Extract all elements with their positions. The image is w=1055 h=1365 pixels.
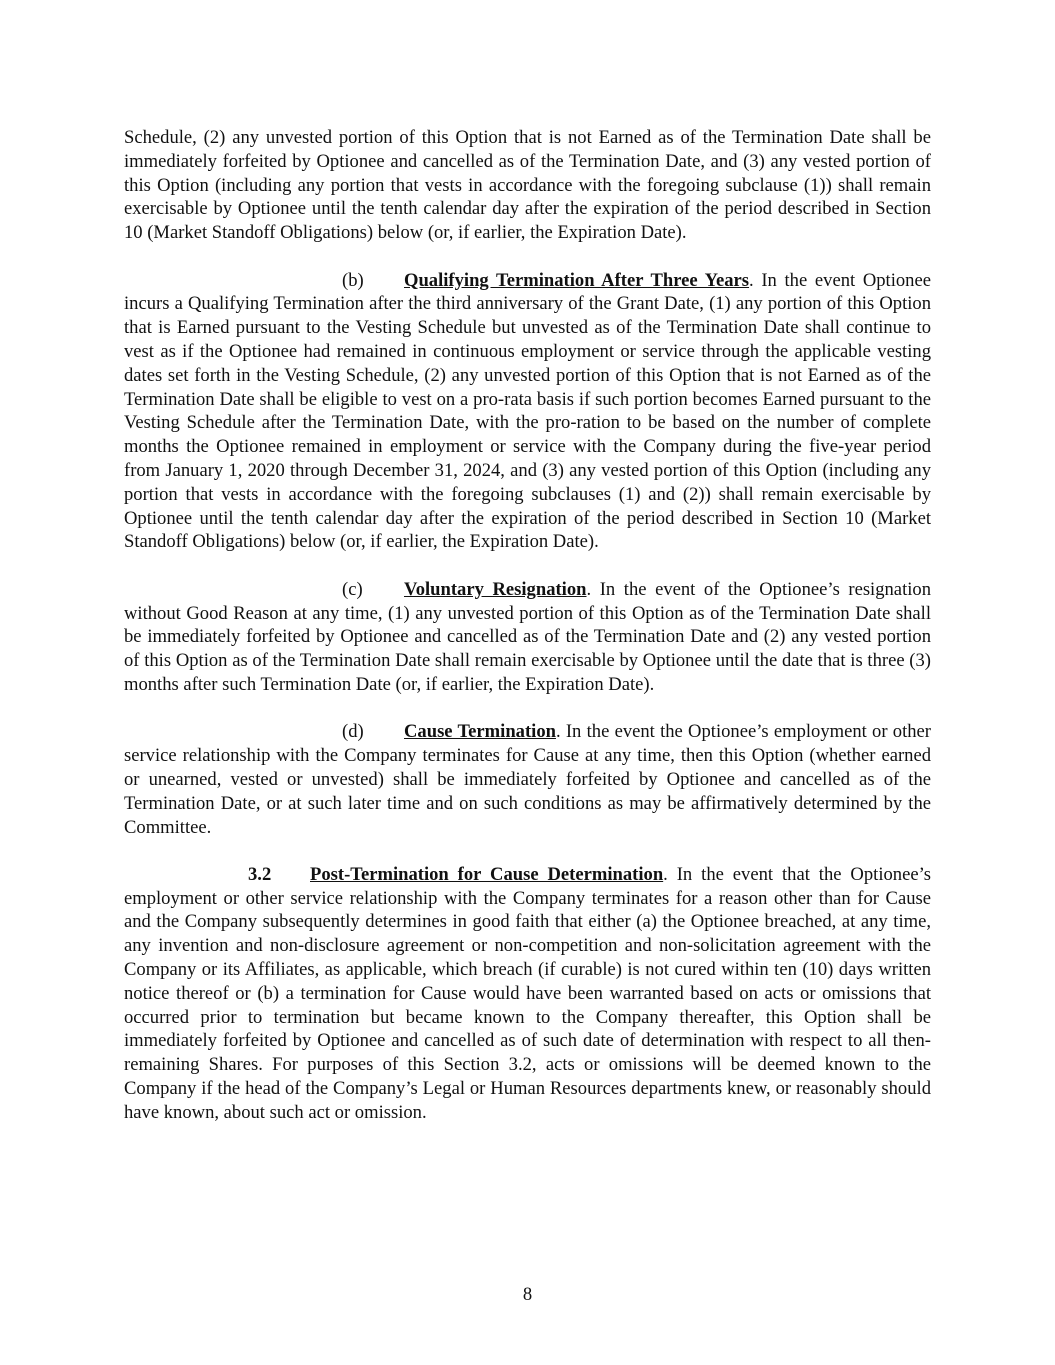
section-heading: Post-Termination for Cause Determination — [310, 863, 664, 885]
paragraph-text: . In the event the Optionee’s employment or other service relationship with the Company terminates for Cause at any time, then this Option (whether earned or unearned, vested or unvested) shall be immediately forfeited by Optionee and cancelled as of the Termination Date, or at such later time and on such conditions as may be affirmatively determined by the Committee. — [124, 721, 931, 838]
subsection-heading: Cause Termination — [404, 721, 556, 743]
document-body — [124, 126, 931, 1148]
paragraph-b — [124, 269, 931, 555]
section-3-2 — [124, 863, 931, 1125]
subsection-number: (b) — [342, 269, 364, 291]
paragraph-d — [124, 720, 931, 839]
paragraph-text: . In the event Optionee incurs a Qualifying Termination after the third anniversary of the Grant Date, (1) any portion of this Option that is Earned pursuant to the Vesting Schedule but unvested as of the Termination Date shall continue to vest as if the Optionee had remained in continuous employment or service through the applicable vesting dates set forth in the Vesting Schedule, (2) any unvested portion of this Option that is not Earned as of the Termination Date shall be eligible to vest on a pro-rata basis if such portion becomes Earned pursuant to the Vesting Schedule after the Termination Date, with the pro-ration to be based on the number of complete months the Optionee remained in employment or service with the Company during the five-year period from January 1, 2020 through December 31, 2024, and (3) any vested portion of this Option (including any portion that vests in accordance with the foregoing subclauses (1) and (2)) shall remain exercisable by Optionee until the tenth calendar day after the expiration of the period described in Section 10 (Market Standoff Obligations) below (or, if earlier, the Expiration Date). — [124, 269, 931, 553]
subsection-number: (c) — [342, 578, 363, 600]
paragraph-text: Schedule, (2) any unvested portion of this Option that is not Earned as of the Termination Date shall be immediately forfeited by Optionee and cancelled as of the Termination Date, and (3) any vested portion of this Option (including any portion that vests in accordance with the foregoing subclause (1)) shall remain exercisable by Optionee until the tenth calendar day after the expiration of the period described in Section 10 (Market Standoff Obligations) below (or, if earlier, the Expiration Date). — [124, 127, 931, 244]
subsection-number: (d) — [342, 721, 364, 743]
paragraph-text: . In the event of the Optionee’s resignation without Good Reason at any time, (1) any unvested portion of this Option as of the Termination Date shall be immediately forfeited by Optionee and cancelled as of the Termination Date and (2) any vested portion of this Option as of the Termination Date shall remain exercisable by Optionee until the date that is three (3) months after such Termination Date (or, if earlier, the Expiration Date). — [124, 578, 931, 695]
subsection-heading: Qualifying Termination After Three Years — [404, 269, 750, 291]
page-number: 8 — [522, 1284, 533, 1305]
paragraph-continued — [124, 126, 931, 245]
subsection-heading: Voluntary Resignation — [404, 578, 587, 600]
paragraph-text: . In the event that the Optionee’s employment or other service relationship with the Company terminates for a reason other than for Cause and the Company subsequently determines in good faith that either (a) the Optionee breached, at any time, any invention and non-disclosure agreement or non-competition and non-solicitation agreement with the Company or its Affiliates, as applicable, which breach (if curable) is not cured within ten (10) days written notice thereof or (b) a termination for Cause would have been warranted based on acts or omissions that occurred prior to termination but became known to the Company thereafter, this Option shall be immediately forfeited by Optionee and cancelled as of such date of determination with respect to all then-remaining Shares. For purposes of this Section 3.2, acts or omissions will be deemed known to the Company if the head of the Company’s Legal or Human Resources departments knew, or reasonably should have known, about such act or omission. — [124, 863, 931, 1123]
section-number: 3.2 — [248, 863, 272, 885]
paragraph-c — [124, 578, 931, 697]
